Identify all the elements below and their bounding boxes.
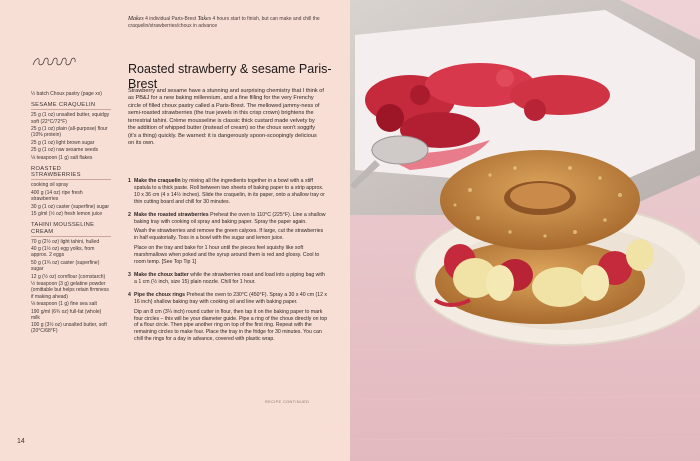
method-step [128,272,328,289]
method-step [128,292,328,346]
paris-brest-illustration [350,0,700,461]
step-lead: Pipe the choux rings [134,291,186,298]
wavy-loops-icon [31,56,79,68]
step-number: 3 [128,271,131,278]
step-paragraph [134,228,328,242]
step-number: 1 [128,178,131,184]
step-text: Wash the strawberries and remove the green calyxes. If large, cut the strawberries in half equatorially. Toss in a bowl with the sugar and lemon juice. [134,228,324,242]
recipe-title: Roasted strawberry & sesame Paris-Brest [128,62,332,91]
ingredient-section-heading: TAHINI MOUSSELINE CREAM [31,222,111,236]
step-lead: Make the roasted strawberries [134,211,209,218]
takes-value: 4 hours start to finish, but can make and chill the craquelin/strawberries/choux in advance [128,16,320,29]
choux-ring-hole-inner [510,183,570,209]
ingredient-item: 70 g (2½ oz) light tahini, hulled [31,238,100,245]
page-number: 14 [17,438,25,445]
ingredient-item: ⅛ teaspoon (1 g) salt flakes [31,154,93,161]
step-paragraph [134,292,328,306]
step-text: Preheat the oven to 110°C (225°F). Line a shallow baking tray with cooking oil spray and baking paper. Spray the paper again. [134,211,326,225]
step-paragraph [134,272,328,286]
dessert-photo [350,0,700,461]
ingredient-item: 25 g (1 oz) unsalted butter, squidgy soft (22°C/72°F) [31,112,110,125]
recipe-intro: Strawberry and sesame have a stunning and surprising chemistry that I think of as PB&J for a new baking millennium, and a fine filling for the very Frenchy circle of filled choux pastry called a Paris-Brest. The mellowed jammy-ness of semi-roasted strawberries (the true jewels in this crisp crown) brightens the terrestrial tahini. Crème mousseline is classic thick custard made velvety by the addition of whipped butter (instead of cream) so the choux won't soggify (it's a thing) quickly. Be warned: it is dangerously spoon-scoopingly delicious on its own. [128,88,324,147]
step-text: while the strawberries roast and load into a piping bag with a 1 cm (½ inch, size 15) plain nozzle. Chill for 1 hour. [134,271,325,285]
step-lead: Make the choux batter [134,271,189,278]
ingredient-item: ½ teaspoon (3 g) gelatine powder (omittable but helps retain firmness if making ahead) [31,281,109,300]
ingredient-item: 25 g (1 oz) plain (all-purpose) flour (10% protein) [31,126,108,139]
ingredient-section-heading: ROASTED STRAWBERRIES [31,166,111,180]
method-steps [128,178,328,349]
ingredient-item: 12 g (½ oz) cornflour (cornstarch) [31,273,106,280]
step-text: by mixing all the ingredients together in a bowl with a stiff spatula to a thick paste. Roll between two sheets of baking paper to a strip approx. 10 x 36 cm (4 x 14½ inches). Slide the craquelin, in its paper, onto a shallow tray or thin cutting board and chill for 30 minutes. [134,178,325,205]
ingredients-sidebar [31,91,111,336]
makes-label: Makes [128,16,144,22]
step-text: Place on the tray and bake for 1 hour until the pieces feel squishy like soft marshmallows when poked and the syrup around them is red and glossy. Cool to room temp. [See Top Tip 1] [134,245,320,266]
recipe-yield [128,16,338,30]
step-paragraph [134,178,328,206]
method-step [128,178,328,209]
ingredient-section-heading: SESAME CRAQUELIN [31,102,111,110]
step-text: Preheat the oven to 230°C (450°F). Spray a 30 x 40 cm (12 x 16 inch) shallow baking tray with cooking oil and line with baking paper. [134,291,328,305]
step-paragraph [134,212,328,226]
takes-label: Takes [197,16,212,22]
continued-note: RECIPE CONTINUED [265,400,310,404]
ingredient-item: 15 g/ml (½ oz) fresh lemon juice [31,211,103,218]
ingredient-item: 40 g (1½ oz) egg yolks, from approx. 2 eggs [31,246,95,259]
step-number: 2 [128,211,131,218]
step-number: 4 [128,291,131,298]
ingredient-item: 190 g/ml (6¾ oz) full-fat (whole) milk [31,308,102,321]
step-lead: Make the craquelin [134,178,181,184]
step-paragraph [134,309,328,344]
ingredient-item: ½ batch Choux pastry (page xx) [31,91,102,97]
step-paragraph [134,245,328,266]
ingredient-item: 400 g (14 oz) ripe fresh strawberries [31,189,83,203]
ingredient-item: 25 g (1 oz) light brown sugar [31,139,95,146]
method-step [128,212,328,269]
step-text: Dip an 8 cm (3¼ inch) round cutter in flour, then tap it on the baking paper to mark four circles – this will be your diameter guide. Pipe a ring of the choux directly on top of a flour circle. Then pipe another ring on top of the first ring. Repeat with the remaining circles to make four. Place the tray in the fridge for 30 minutes. You can chill the rings for a day in advance, covered with plastic wrap. [134,308,328,343]
ingredient-item: ⅛ teaspoon (1 g) fine sea salt [31,301,97,308]
ingredient-item: 50 g (1¾ oz) caster (superfine) sugar [31,259,100,273]
makes-value: 4 individual Paris-Brest [145,16,197,22]
ingredient-item: 30 g (1 oz) caster (superfine) sugar [31,203,110,210]
ingredient-item: 100 g (3½ oz) unsalted butter, soft (20°C/68°F) [31,322,107,335]
ingredient-item: cooking oil spray [31,182,69,189]
ingredient-item: 25 g (1 oz) raw sesame seeds [31,147,98,154]
